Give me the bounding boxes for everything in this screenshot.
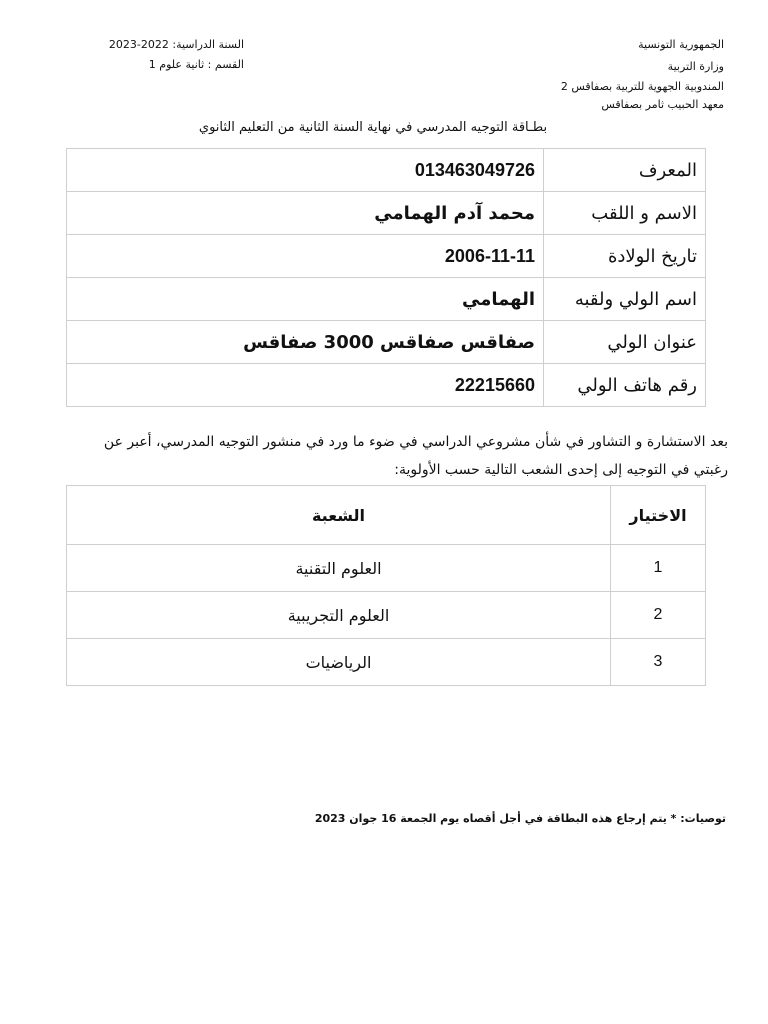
info-label: اسم الولي ولقبه [544, 278, 706, 321]
choice-row [67, 639, 706, 686]
school-year-label: السنة الدراسية: 2022-2023 [108, 38, 244, 51]
choice-rank: 1 [611, 545, 706, 592]
directorate-label: المندوبية الجهوية للتربية بصفاقس 2 [560, 80, 724, 93]
choice-branch: الرياضيات [67, 639, 611, 686]
ministry-label: وزارة التربية [667, 60, 724, 73]
choice-row [67, 545, 706, 592]
card-title: بطـاقة التوجيه المدرسي في نهاية السنة الثانية من التعليم الثانوي [198, 120, 548, 135]
info-label: الاسم و اللقب [544, 192, 706, 235]
info-row-guardian-phone [67, 364, 706, 407]
choice-row [67, 592, 706, 639]
choice-branch: العلوم التجريبية [67, 592, 611, 639]
info-value: محمد آدم الهمامي [67, 192, 544, 235]
republic-label: الجمهورية التونسية [638, 38, 724, 51]
student-info-table [66, 148, 706, 407]
info-row-birthdate [67, 235, 706, 278]
info-value: 013463049726 [67, 149, 544, 192]
info-row-guardian-address [67, 321, 706, 364]
orientation-statement [40, 428, 728, 484]
info-row-guardian-name [67, 278, 706, 321]
info-label: رقم هاتف الولي [544, 364, 706, 407]
branch-column-header: الشعبة [67, 486, 611, 545]
info-value: 2006-11-11 [67, 235, 544, 278]
info-label: تاريخ الولادة [544, 235, 706, 278]
choice-column-header: الاختيار [611, 486, 706, 545]
choice-branch: العلوم التقنية [67, 545, 611, 592]
info-row-name [67, 192, 706, 235]
recommendations-note: توصيات: * يتم إرجاع هذه البطاقة في أجل أقصاه يوم الجمعة 16 جوان 2023 [314, 812, 726, 825]
info-label: عنوان الولي [544, 321, 706, 364]
info-value: الهمامي [67, 278, 544, 321]
info-row-id [67, 149, 706, 192]
info-value: 22215660 [67, 364, 544, 407]
info-label: المعرف [544, 149, 706, 192]
choice-rank: 2 [611, 592, 706, 639]
choice-rank: 3 [611, 639, 706, 686]
info-value: صفاقس صفاقس 3000 صفاقس [67, 321, 544, 364]
branch-choices-table [66, 485, 706, 686]
choices-header-row [67, 486, 706, 545]
school-label: معهد الحبيب ثامر بصفاقس [601, 98, 724, 111]
class-label: القسم : ثانية علوم 1 [148, 58, 244, 71]
statement-line-2: رغبتي في التوجيه إلى إحدى الشعب التالية حسب الأولوية: [394, 462, 728, 478]
statement-line-1: بعد الاستشارة و التشاور في شأن مشروعي الدراسي في ضوء ما ورد في منشور التوجيه المدرسي، أعبر عن [103, 434, 728, 450]
